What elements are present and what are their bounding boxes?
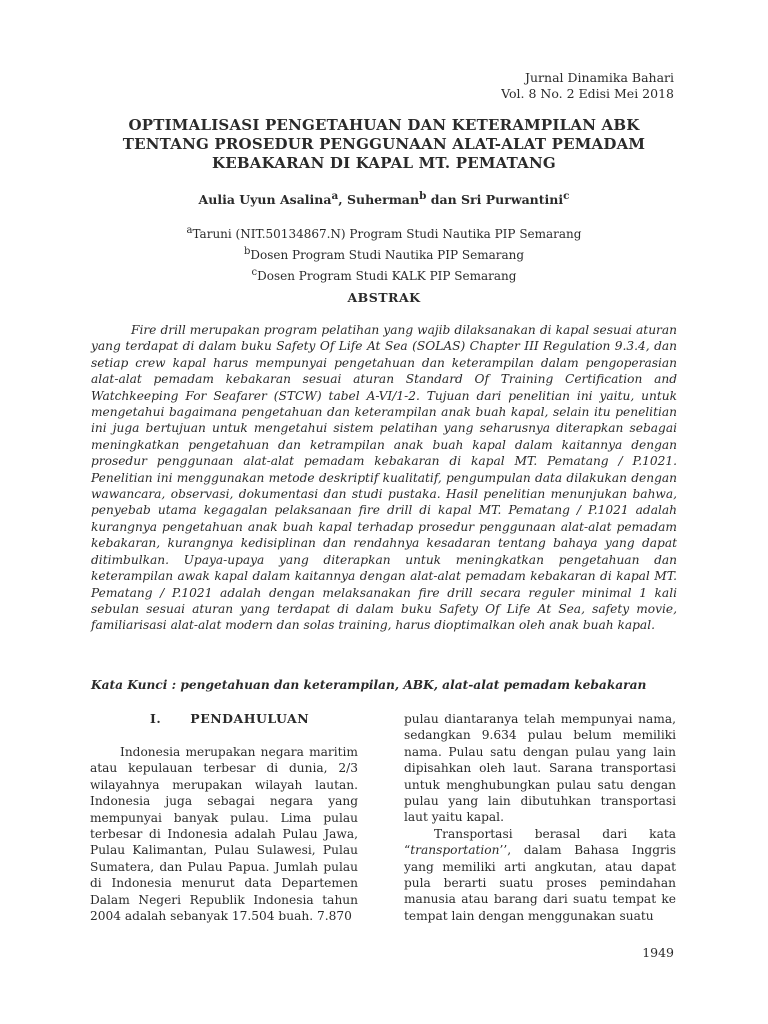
body-paragraph: pulau diantaranya telah mempunyai nama, sedangkan 9.634 pulau belum memiliki nama. Pulau satu dengan pulau yang lain dipisahkan oleh laut. Sarana transportasi untuk menghubungkan pulau satu dengan pulau yang lain dibutuhkan transportasi laut yaitu kapal. [404, 712, 676, 825]
body-text: Transportasi berasal dari kata “ [404, 826, 676, 858]
body-column-right [404, 711, 676, 924]
body-text: ’’, dalam Bahasa Inggris yang memiliki arti angkutan, atau dapat pula berarti suatu proses pemindahan manusia atau barang dari suatu tempat ke tempat lain dengan menggunakan suatu [404, 843, 676, 923]
journal-header [501, 70, 674, 102]
page-number: 1949 [642, 945, 674, 960]
author-name: Suherman [346, 192, 420, 208]
italic-term: transportation [410, 843, 500, 858]
paper-title: OPTIMALISASI PENGETAHUAN DAN KETERAMPILAN ABK TENTANG PROSEDUR PENGGUNAAN ALAT-ALAT PEMADAM KEBAKARAN DI KAPAL MT. PEMATANG [122, 116, 646, 172]
author-superscript: a [331, 190, 339, 202]
affiliation-text: Taruni (NIT.50134867.N) Program Studi Nautika PIP Semarang [192, 227, 582, 241]
affiliation-superscript: a [186, 225, 193, 236]
author-list [100, 190, 668, 207]
author-name: Aulia Uyun Asalina [198, 192, 332, 208]
body-column-left: Indonesia merupakan negara maritim atau kepulauan terbesar di dunia, 2/3 wilayahnya merupakan wilayah lautan. Indonesia juga sebagai negara yang mempunyai banyak pulau. Lima pulau terbesar di Indonesia adalah Pulau Jawa, Pulau Kalimantan, Pulau Sulawesi, Pulau Sumatera, dan Pulau Papua. Jumlah pulau di Indonesia menurut data Departemen Dalam Negeri Republik Indonesia tahun 2004 adalah sebanyak 17.504 buah. 7.870 [90, 745, 358, 924]
affiliation-text: Dosen Program Studi KALK PIP Semarang [257, 269, 517, 283]
author-name: Sri Purwantini [461, 192, 564, 208]
author-separator: dan [426, 192, 462, 208]
abstract-heading: ABSTRAK [347, 290, 421, 305]
affiliation-superscript: c [251, 267, 258, 278]
body-paragraph [404, 826, 676, 924]
author-superscript: c [563, 190, 570, 202]
affiliation-line [100, 222, 668, 243]
journal-name: Jurnal Dinamika Bahari [525, 70, 674, 85]
author-separator: , [338, 192, 347, 208]
affiliation-line [100, 243, 668, 264]
affiliation-superscript: b [243, 246, 251, 257]
affiliation-line [100, 264, 668, 285]
journal-volume: Vol. 8 No. 2 Edisi Mei 2018 [501, 86, 674, 101]
affiliation-text: Dosen Program Studi Nautika PIP Semarang [250, 248, 525, 262]
keywords: Kata Kunci : pengetahuan dan keterampilan, ABK, alat-alat pemadam kebakaran [91, 678, 647, 692]
section-heading: I. PENDAHULUAN [150, 711, 310, 726]
abstract-text: Fire drill merupakan program pelatihan yang wajib dilaksanakan di kapal sesuai aturan yang terdapat di dalam buku Safety Of Life At Sea (SOLAS) Chapter III Regulation 9.3.4, dan setiap crew kapal harus mempunyai pengetahuan dan keterampilan dalam pengoperasian alat-alat pemadam kebakaran sesuai aturan Standard Of Training Certification and Watchkeeping For Seafarer (STCW) tabel A-VI/1-2. Tujuan dari penelitian ini yaitu, untuk mengetahui bagaimana pengetahuan dan keterampilan anak buah kapal, selain itu penelitian ini juga bertujuan untuk mengetahui sistem pelatihan yang seharusnya diterapkan sebagai meningkatkan pengetahuan dan ketrampilan anak buah kapal dalam kaitannya dengan prosedur penggunaan alat-alat pemadam kebakaran di kapal MT. Pematang / P.1021. Penelitian ini menggunakan metode deskriptif kualitatif, pengumpulan data dilakukan dengan wawancara, observasi, dokumentasi dan studi pustaka. Hasil penelitian menunjukan bahwa, penyebab utama kegagalan pelaksanaan fire drill di kapal MT. Pematang / P.1021 adalah kurangnya pengetahuan anak buah kapal terhadap prosedur penggunaan alat-alat pemadam kebakaran, kurangnya kedisiplinan dan rendahnya kesadaran tentang bahaya yang dapat ditimbulkan. Upaya-upaya yang diterapkan untuk meningkatkan pengetahuan dan keterampilan awak kapal dalam kaitannya dengan alat-alat pemadam kebakaran di kapal MT. Pematang / P.1021 adalah dengan melaksanakan fire drill secara reguler minimal 1 kali sebulan sesuai aturan yang terdapat di dalam buku Safety Of Life At Sea, safety movie, familiarisasi alat-alat modern dan solas training, harus dioptimalkan oleh anak buah kapal. [91, 323, 677, 633]
affiliation-list [100, 222, 668, 285]
author-superscript: b [419, 190, 427, 202]
